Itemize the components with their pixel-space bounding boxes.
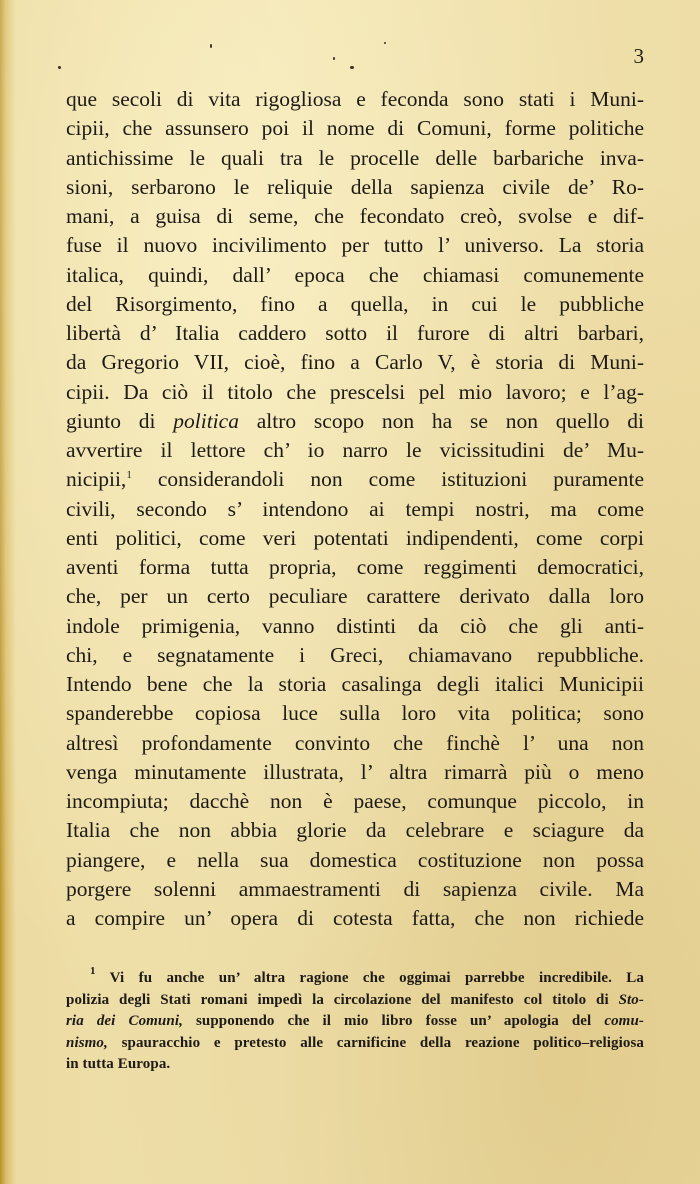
footnote-line [66,1011,644,1033]
ink-speck [350,66,354,69]
text-line: indole primigenia, vanno distinti da ciò che gli anti- [66,613,644,638]
text-fragment: nicipii, [66,467,127,492]
main-text [66,85,644,933]
text-line: mani, a guisa di seme, che fecondato creò, svolse e dif- [66,204,644,228]
italic-term: nismo, [66,1034,108,1051]
text-line: italica, quindi, dall’ epoca che chiamasi comunemente [66,262,644,287]
italic-term: politica [173,408,239,433]
text-line: antichissime le quali tra le procelle delle barbariche inva- [66,145,644,170]
text-line: che, per un certo peculiare carattere derivato dalla loro [66,584,644,609]
text-fragment: polizia degli Stati romani impedì la circolazione del manifesto col titolo di [66,991,619,1008]
text-fragment: considerandoli non come istituzioni puramente [131,467,644,492]
text-line: Italia che non abbia glorie da celebrare e sciagure da [66,818,644,843]
text-line: da Gregorio VII, cioè, fino a Carlo V, è storia di Muni- [66,350,644,375]
footnote [66,965,644,1076]
text-fragment: spauracchio e pretesto alle carnificine della reazione politico–religiosa [107,1034,644,1051]
footnote-line: in tutta Europa. [66,1056,171,1072]
text-line: del Risorgimento, fino a quella, in cui le pubbliche [66,291,644,316]
text-line: aventi forma tutta propria, come reggimenti democratici, [66,555,644,579]
italic-term: Sto- [618,991,644,1008]
text-line: avvertire il lettore ch’ io narro le vicissitudini de’ Mu- [66,438,644,462]
footnote-line [66,990,644,1012]
footnote-line [66,965,644,990]
ink-speck [58,66,61,69]
text-line [66,407,644,436]
text-line: fuse il nuovo incivilimento per tutto l’ universo. La storia [66,233,644,258]
page-number: 3 [633,44,644,68]
text-fragment: supponendo che il mio libro fosse un’ apologia del [182,1013,605,1029]
text-line: cipii, che assunsero poi il nome di Comuni, forme politiche [66,116,644,141]
text-fragment: Vi fu anche un’ altra ragione che oggimai parrebbe incredibile. La [95,970,644,986]
text-line: enti politici, come veri potentati indipendenti, come corpi [66,525,644,550]
text-line: sioni, serbarono le reliquie della sapienza civile de’ Ro- [66,174,644,199]
footnote-line [66,1033,644,1055]
text-line: libertà d’ Italia caddero sotto il furore di altri barbari, [66,321,644,345]
text-fragment: giunto di [66,408,174,433]
italic-term: ria dei Comuni, [66,1013,183,1029]
ink-speck [333,57,335,60]
text-line: incompiuta; dacchè non è paese, comunque piccolo, in [66,789,644,813]
text-line: venga minutamente illustrata, l’ altra rimarrà più o meno [66,759,644,784]
text-line: altresì profondamente convinto che finchè l’ una non [66,730,644,755]
italic-term: comu- [604,1013,644,1029]
footnote-reference: 1 [126,469,132,482]
text-line: civili, secondo s’ intendono ai tempi nostri, ma come [66,496,644,521]
footnote-marker: 1 [90,965,96,977]
text-line: a compire un’ opera di cotesta fatta, che non richiede [66,906,644,930]
text-line: spanderebbe copiosa luce sulla loro vita politica; sono [66,701,644,726]
text-line: Intendo bene che la storia casalinga degli italici Municipii [66,672,644,696]
text-fragment: altro scopo non ha se non quello di [238,408,645,433]
ink-speck [210,44,212,48]
text-line: chi, e segnatamente i Greci, chiamavano repubbliche. [66,642,644,667]
text-line: piangere, e nella sua domestica costituzione non possa [66,847,644,872]
text-line [66,465,644,494]
text-line: porgere solenni ammaestramenti di sapienza civile. Ma [66,876,644,901]
ink-speck [384,42,386,44]
text-line: cipii. Da ciò il titolo che prescelsi pel mio lavoro; e l’ag- [66,379,644,404]
text-line: que secoli di vita rigogliosa e feconda sono stati i Muni- [66,87,644,111]
